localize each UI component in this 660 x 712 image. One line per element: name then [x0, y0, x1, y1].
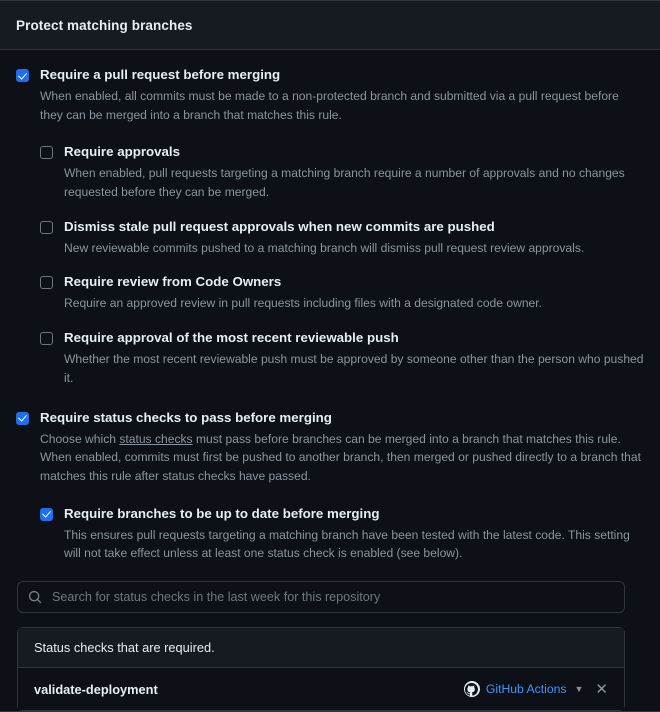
- table-row: [18, 668, 624, 710]
- remove-status-check-button[interactable]: ✕: [595, 680, 608, 698]
- require-approvals-checkbox[interactable]: [40, 146, 53, 159]
- require-approvals-row[interactable]: [40, 143, 644, 161]
- require-recent-push-approval-label: Require approval of the most recent reviewable push: [64, 330, 399, 346]
- require-pull-request-row[interactable]: [16, 66, 644, 84]
- require-approvals-description: When enabled, pull requests targeting a matching branch require a number of approvals and no changes requested before they can be merged.: [64, 166, 625, 200]
- require-code-owners-description: Require an approved review in pull requests including files with a designated code owner.: [64, 296, 542, 311]
- status-check-search-input[interactable]: [50, 589, 614, 605]
- require-recent-push-approval-checkbox[interactable]: [40, 332, 53, 345]
- option-require-status-checks: [16, 409, 644, 486]
- dismiss-stale-approvals-checkbox[interactable]: [40, 221, 53, 234]
- require-pull-request-description: When enabled, all commits must be made to a non-protected branch and submitted via a pull request before they can be merged into a branch that matches this rule.: [40, 88, 619, 122]
- status-check-app-name[interactable]: GitHub Actions: [485, 682, 567, 697]
- dismiss-stale-approvals-label: Dismiss stale pull request approvals when new commits are pushed: [64, 218, 495, 234]
- option-dismiss-stale-approvals: [40, 218, 644, 258]
- status-checks-desc-part2: must pass before branches can be merged into a branch that matches this rule. When enabled, commits must first be pushed to another branch, then merged or pushed directly to a branch that matches this rule after status checks have passed.: [40, 431, 641, 483]
- chevron-down-icon[interactable]: ▼: [574, 683, 584, 694]
- status-checks-desc-part1: Choose which: [40, 431, 120, 446]
- required-status-checks-card: [17, 627, 625, 711]
- require-code-owners-row[interactable]: [40, 273, 644, 291]
- status-check-name: validate-deployment: [34, 681, 158, 697]
- option-require-up-to-date: [40, 505, 644, 563]
- require-status-checks-checkbox[interactable]: [16, 412, 29, 425]
- require-code-owners-label: Require review from Code Owners: [64, 274, 282, 290]
- option-require-recent-push-approval: [40, 329, 644, 387]
- require-recent-push-approval-row[interactable]: [40, 329, 644, 347]
- dismiss-stale-approvals-description: New reviewable commits pushed to a matching branch will dismiss pull request review approvals.: [64, 240, 585, 255]
- require-status-checks-label: Require status checks to pass before merging: [40, 409, 332, 425]
- status-check-search-box[interactable]: [17, 581, 625, 613]
- option-require-pull-request: [16, 66, 644, 124]
- page-title: Protect matching branches: [16, 17, 193, 33]
- require-status-checks-row[interactable]: [16, 409, 644, 427]
- panel-header: [0, 1, 660, 50]
- option-require-approvals: [40, 143, 644, 201]
- require-recent-push-approval-description: Whether the most recent reviewable push must be approved by someone other than the person who pushed it.: [64, 352, 644, 385]
- option-require-code-owners: [40, 273, 644, 313]
- github-logo-icon: [464, 681, 480, 697]
- status-check-source[interactable]: [464, 681, 584, 697]
- require-status-checks-description: [40, 430, 644, 486]
- pull-request-sub-options: [40, 143, 644, 387]
- require-up-to-date-row[interactable]: [40, 505, 644, 523]
- panel-body: [0, 50, 660, 563]
- require-approvals-label: Require approvals: [64, 144, 181, 160]
- require-pull-request-checkbox[interactable]: [16, 69, 29, 82]
- required-status-checks-header: Status checks that are required.: [18, 628, 624, 668]
- require-up-to-date-label: Require branches to be up to date before merging: [64, 505, 380, 521]
- require-up-to-date-description: This ensures pull requests targeting a matching branch have been tested with the latest code. This setting will not take effect unless at least one status check is enabled (see below).: [64, 527, 630, 561]
- dismiss-stale-approvals-row[interactable]: [40, 218, 644, 236]
- require-up-to-date-checkbox[interactable]: [40, 508, 53, 521]
- search-icon: [28, 590, 42, 604]
- require-pull-request-label: Require a pull request before merging: [40, 67, 281, 82]
- status-checks-link[interactable]: status checks: [119, 431, 193, 446]
- require-code-owners-checkbox[interactable]: [40, 276, 53, 289]
